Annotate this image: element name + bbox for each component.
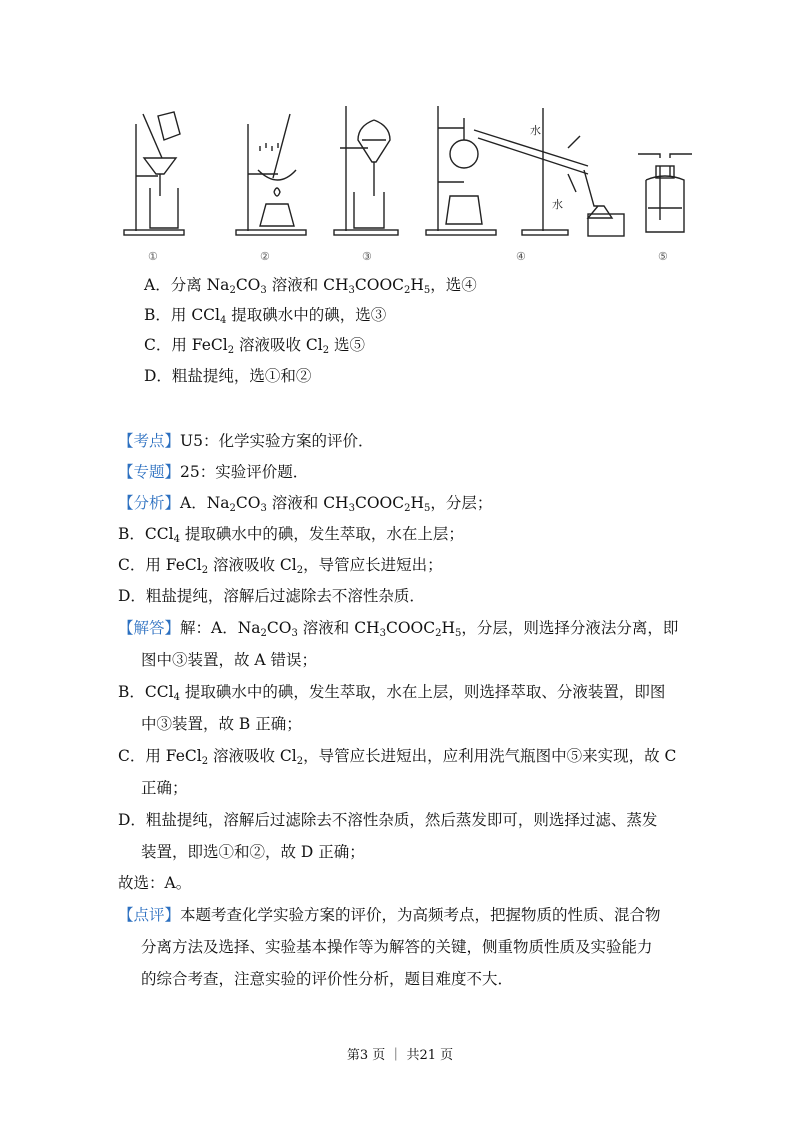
- jieda-line-c1: C．用 FeCl$_2$ 溶液吸收 $Cl_2$，导管应长进短出，应利用洗气瓶图中⑤来实现，故 C: [118, 747, 677, 767]
- gas-washing-bottle: [638, 154, 692, 232]
- jieda-line-d1: D．粗盐提纯，溶解后过滤除去不溶性杂质，然后蒸发即可，则选择过滤、蒸发: [118, 811, 658, 829]
- fenxi-line-b: B．CCl$_4$ 提取碘水中的碘，发生萃取，水在上层；: [118, 525, 464, 545]
- fenxi-line-c: C．用 FeCl$_2$ 溶液吸收 $Cl_2$，导管应长进短出；: [118, 556, 443, 576]
- zhuanti-tag: 【专题】: [118, 463, 181, 481]
- dianping-line-2: 分离方法及选择、实验基本操作等为解答的关键，侧重物质性质及实验能力: [141, 938, 653, 956]
- jieda-line-d2: 装置，即选①和②，故 D 正确；: [141, 843, 365, 861]
- water-out-label: 水: [530, 124, 541, 137]
- apparatus-label-2: ②: [260, 250, 270, 263]
- separatory-funnel-apparatus: [334, 106, 398, 235]
- page-footer: 第3 页 ｜ 共21 页: [346, 1048, 454, 1063]
- distillation-apparatus: [426, 106, 624, 236]
- dianping-tag: 【点评】: [118, 906, 181, 924]
- fenxi-tag: 【分析】: [118, 494, 181, 512]
- jieda-line-a2: 图中③装置，故 A 错误；: [141, 651, 318, 669]
- option-c: C．用 FeCl$_2$ 溶液吸收 $Cl_2$ 选⑤: [144, 336, 366, 356]
- water-in-label: 水: [552, 198, 563, 211]
- apparatus-figure: [118, 96, 698, 266]
- jieda-line-c2: 正确；: [141, 779, 188, 797]
- jieda-line-a1: 【解答】解：A．$Na_2CO_3$ 溶液和 $CH_3COOC_2H_5$，分层，则选择分液法分离，即: [118, 619, 679, 639]
- jieda-line-b2: 中③装置，故 B 正确；: [141, 715, 302, 733]
- dianping-line-3: 的综合考查，注意实验的评价性分析，题目难度不大．: [141, 970, 514, 988]
- jieda-tag: 【解答】: [118, 619, 181, 637]
- apparatus-label-4: ④: [516, 250, 526, 263]
- fenxi-line-a: 【分析】A．$Na_2CO_3$ 溶液和 $CH_3COOC_2H_5$，分层；: [118, 494, 493, 514]
- dianping-line-1: 【点评】本题考查化学实验方案的评价，为高频考点，把握物质的性质、混合物: [118, 906, 661, 924]
- kaodian-tag: 【考点】: [118, 432, 181, 450]
- apparatus-label-5: ⑤: [658, 250, 668, 263]
- apparatus-drawing: [118, 96, 698, 266]
- option-a: A．分离 $Na_2CO_3$ 溶液和 $CH_3COOC_2H_5$，选④: [144, 276, 477, 296]
- jieda-line-b1: B．CCl$_4$ 提取碘水中的碘，发生萃取，水在上层，则选择萃取、分液装置，即图: [118, 683, 666, 703]
- jieda-conclusion: 故选：A。: [118, 874, 192, 892]
- fenxi-line-d: D．粗盐提纯，溶解后过滤除去不溶性杂质．: [118, 587, 425, 605]
- option-d: D．粗盐提纯，选①和②: [144, 367, 312, 385]
- zhuanti-line: 【专题】25：实验评价题．: [118, 463, 309, 481]
- option-b: B．用 CCl$_4$ 提取碘水中的碘，选③: [144, 306, 387, 326]
- evaporation-apparatus: [236, 114, 306, 235]
- filtration-apparatus: [124, 112, 184, 235]
- apparatus-label-3: ③: [362, 250, 372, 263]
- kaodian-line: 【考点】U5：化学实验方案的评价．: [118, 432, 374, 450]
- apparatus-label-1: ①: [148, 250, 158, 263]
